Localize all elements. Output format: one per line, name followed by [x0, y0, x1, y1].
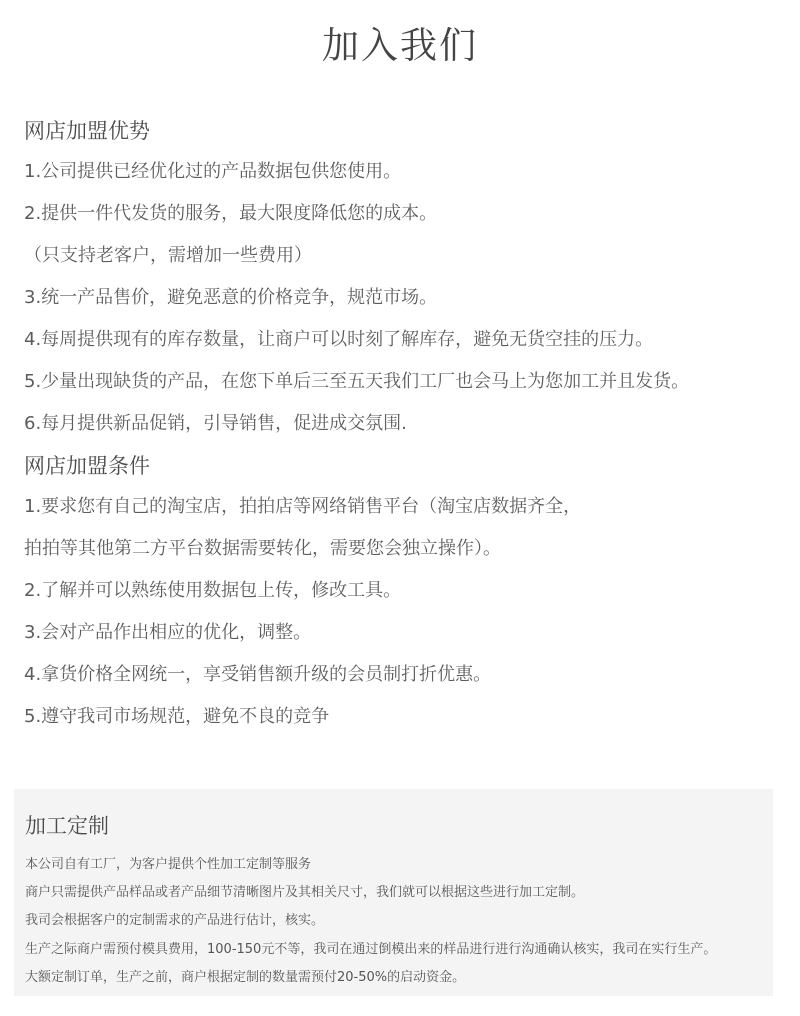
advantages-heading: 网店加盟优势 [24, 119, 150, 143]
custom-item: 生产之际商户需预付模具费用，100-150元不等，我司在通过倒模出来的样品进行进行沟通确认核实，我司在实行生产。 [25, 941, 717, 957]
condition-item: 3.会对产品作出相应的优化，调整。 [24, 622, 312, 643]
custom-item: 我司会根据客户的定制需求的产品进行估计，核实。 [25, 913, 325, 929]
condition-item: 2.了解并可以熟练使用数据包上传，修改工具。 [24, 580, 402, 601]
page-title: 加入我们 [322, 24, 478, 67]
custom-item: 本公司自有工厂，为客户提供个性加工定制等服务 [25, 857, 312, 872]
custom-heading: 加工定制 [25, 814, 109, 838]
custom-processing-panel [14, 789, 773, 996]
advantage-item: 5.少量出现缺货的产品，在您下单后三至五天我们工厂也会马上为您加工并且发货。 [24, 371, 690, 392]
custom-item: 商户只需提供产品样品或者产品细节清晰图片及其相关尺寸，我们就可以根据这些进行加工定制。 [25, 885, 585, 901]
advantage-item: 1.公司提供已经优化过的产品数据包供您使用。 [24, 161, 402, 182]
advantage-item: 2.提供一件代发货的服务，最大限度降低您的成本。 [24, 203, 438, 224]
custom-item: 大额定制订单，生产之前，商户根据定制的数量需预付20-50%的启动资金。 [25, 969, 466, 985]
advantages-section [24, 116, 784, 445]
condition-item: 拍拍等其他第二方平台数据需要转化，需要您会独立操作）。 [24, 538, 501, 559]
condition-item: 4.拿货价格全网统一，享受销售额升级的会员制打折优惠。 [24, 664, 492, 685]
condition-item: 1.要求您有自己的淘宝店，拍拍店等网络销售平台（淘宝店数据齐全， [24, 496, 582, 517]
conditions-section [24, 451, 784, 738]
conditions-heading: 网店加盟条件 [24, 454, 150, 478]
advantage-item: 6.每月提供新品促销，引导销售，促进成交氛围. [24, 413, 407, 434]
advantage-item: 3.统一产品售价，避免恶意的价格竞争，规范市场。 [24, 287, 438, 308]
advantage-item: （只支持老客户，需增加一些费用） [24, 245, 312, 266]
advantage-item: 4.每周提供现有的库存数量，让商户可以时刻了解库存，避免无货空挂的压力。 [24, 329, 654, 350]
custom-list [25, 851, 770, 992]
condition-item: 5.遵守我司市场规范，避免不良的竞争 [24, 706, 330, 727]
